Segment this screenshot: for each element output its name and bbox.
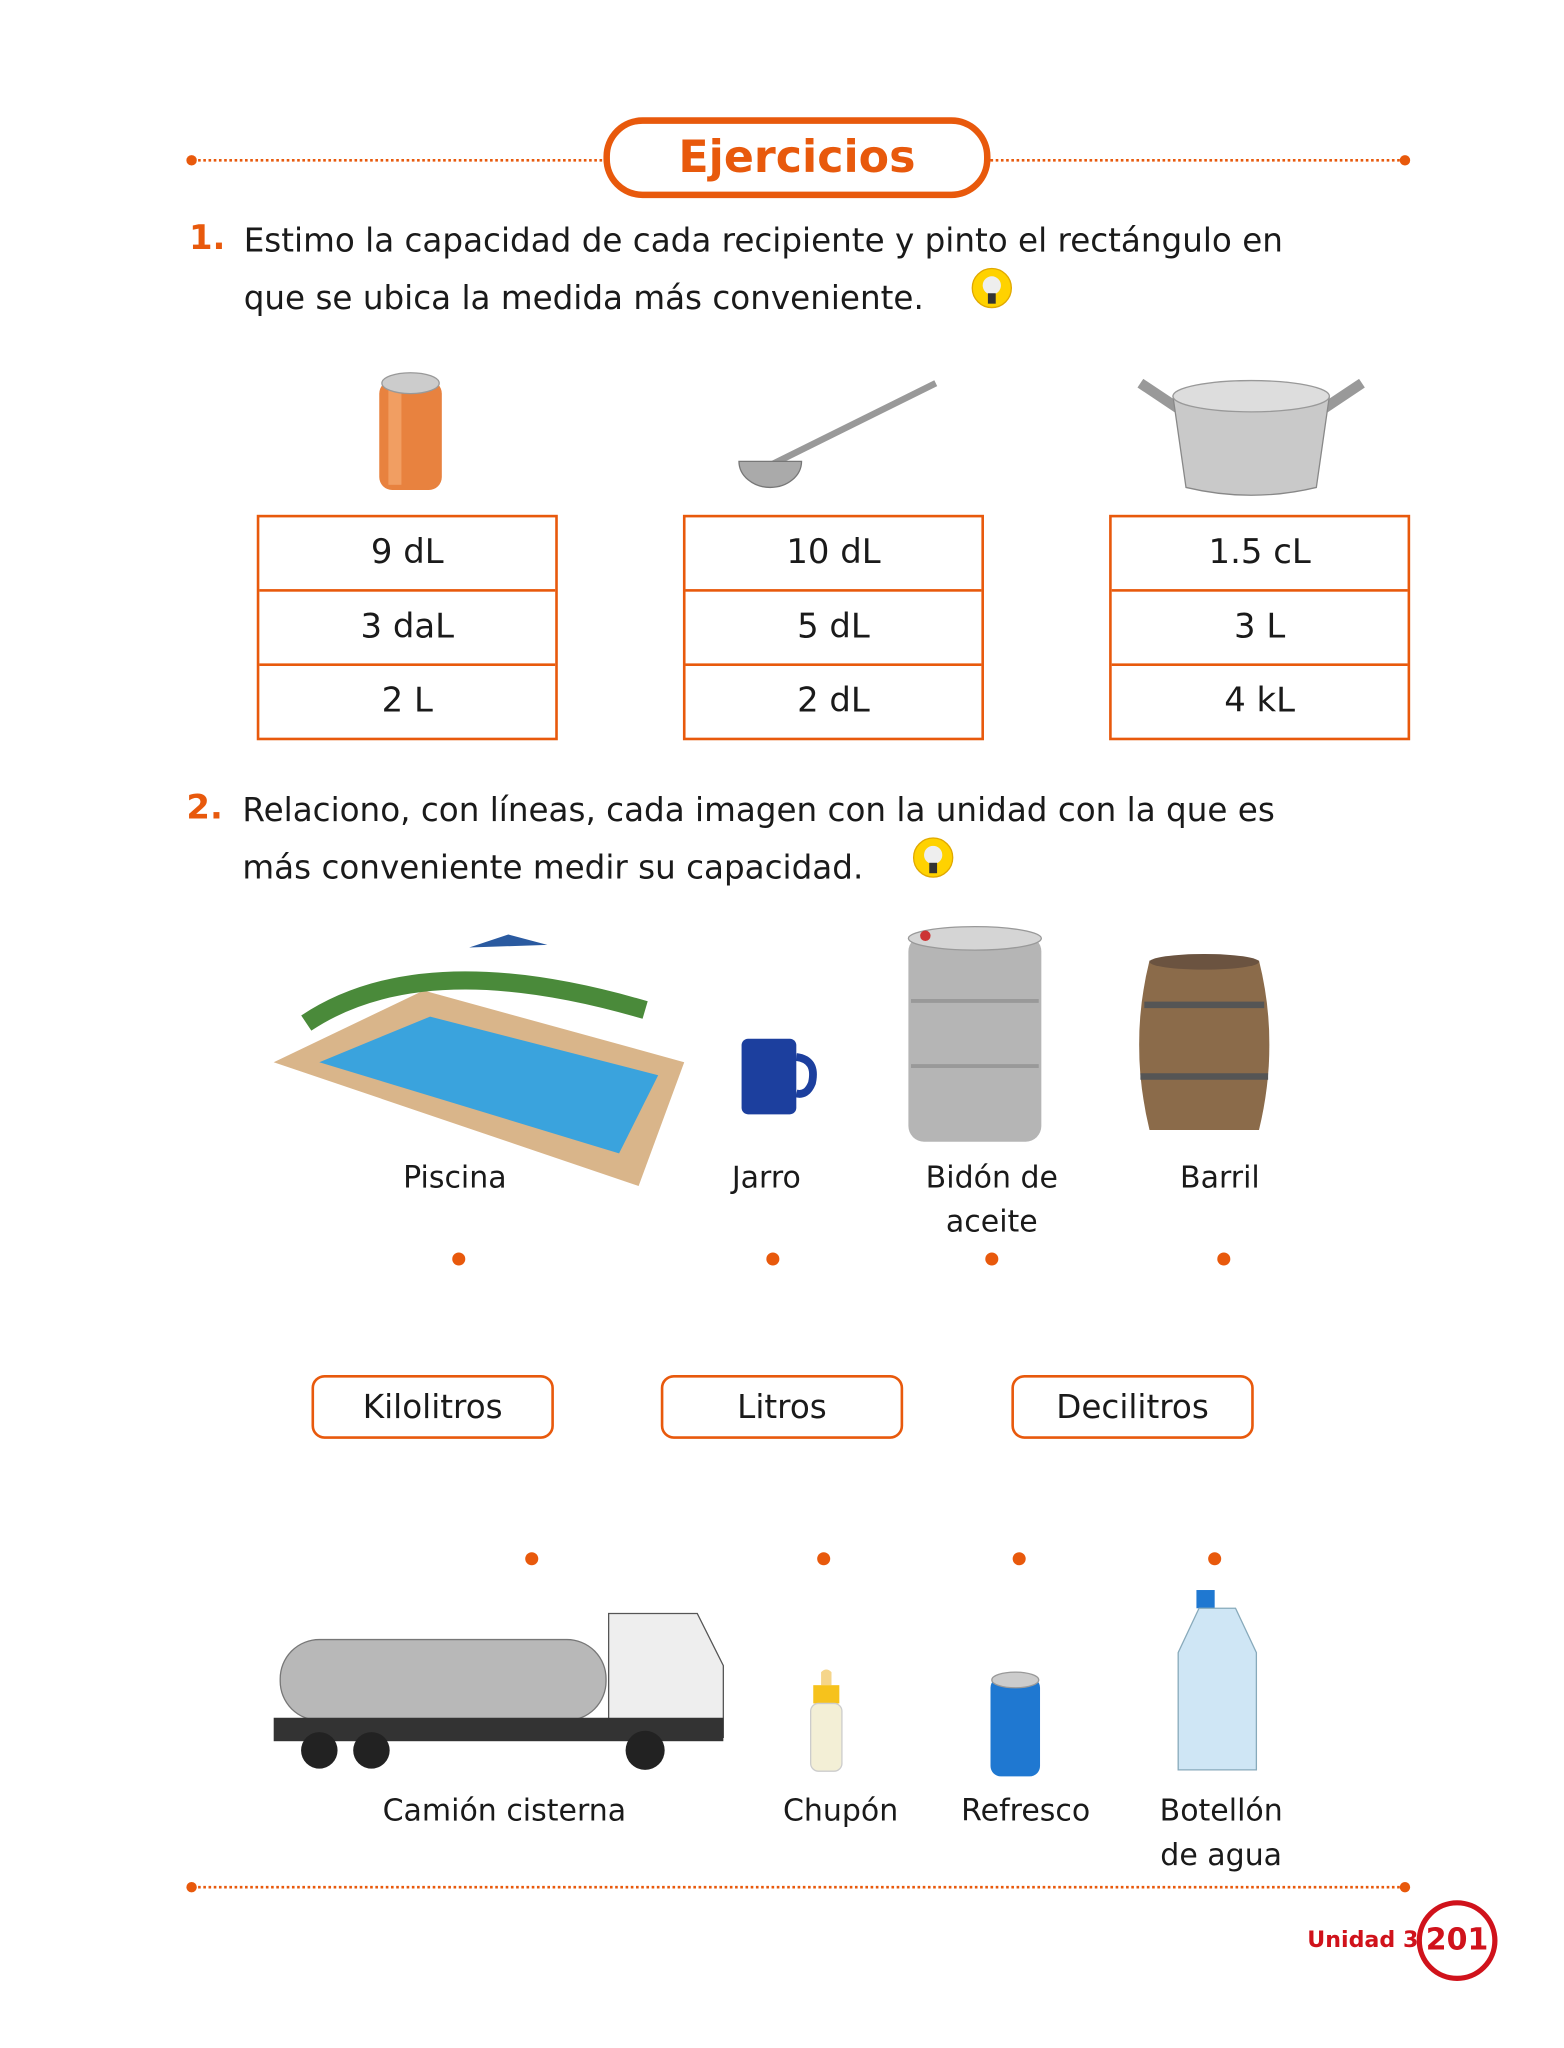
question-text bbox=[242, 782, 1274, 897]
item-label: Chupón bbox=[782, 1794, 899, 1829]
question-line: Relaciono, con líneas, cada imagen con la unidad con la que es bbox=[242, 791, 1275, 829]
item-label: Barril bbox=[1180, 1161, 1260, 1196]
item-label: Jarro bbox=[731, 1161, 801, 1196]
connector-dot[interactable] bbox=[1217, 1252, 1230, 1265]
option-cell[interactable]: 5 dL bbox=[686, 592, 982, 666]
tanker-truck-image bbox=[267, 1587, 734, 1782]
question-line: Estimo la capacidad de cada recipiente y pinto el rectángulo en bbox=[243, 221, 1283, 260]
connector-dot[interactable] bbox=[452, 1252, 465, 1265]
cooking-pot-image bbox=[1121, 357, 1382, 503]
measure-options-pot bbox=[1109, 515, 1410, 740]
connector-dot[interactable] bbox=[766, 1252, 779, 1265]
connector-dot[interactable] bbox=[525, 1552, 538, 1565]
unit-box-kilolitros[interactable]: Kilolitros bbox=[311, 1375, 553, 1439]
connector-dot[interactable] bbox=[1208, 1552, 1221, 1565]
page-number: 201 bbox=[1417, 1900, 1498, 1981]
oil-drum-image bbox=[904, 923, 1045, 1150]
connector-dot[interactable] bbox=[817, 1552, 830, 1565]
item-label bbox=[1160, 1789, 1283, 1878]
ladle-image bbox=[734, 375, 945, 499]
pool-image bbox=[267, 919, 691, 1193]
unit-label: Unidad 3 bbox=[1307, 1927, 1419, 1954]
item-label: Refresco bbox=[961, 1794, 1091, 1829]
item-label-line: aceite bbox=[945, 1205, 1038, 1240]
question-line: más conveniente medir su capacidad. bbox=[242, 848, 864, 887]
divider-dot bbox=[186, 1882, 196, 1892]
question-number: 2. bbox=[186, 788, 223, 828]
item-label-line: Botellón bbox=[1159, 1794, 1283, 1829]
water-jug-image bbox=[1173, 1587, 1262, 1776]
option-cell[interactable]: 3 L bbox=[1112, 592, 1408, 666]
soda-can-blue-image bbox=[988, 1670, 1043, 1779]
connector-dot[interactable] bbox=[985, 1252, 998, 1265]
option-cell[interactable]: 2 dL bbox=[797, 681, 870, 721]
divider-dot bbox=[1400, 155, 1410, 165]
connector-dot[interactable] bbox=[1013, 1552, 1026, 1565]
divider-dot bbox=[186, 155, 196, 165]
option-cell[interactable]: 1.5 cL bbox=[1112, 517, 1408, 591]
measure-options-can bbox=[257, 515, 558, 740]
question-text bbox=[244, 212, 1283, 327]
option-cell[interactable]: 2 L bbox=[381, 681, 433, 721]
question-line: que se ubica la medida más conveniente. bbox=[243, 278, 924, 317]
baby-bottle-image bbox=[805, 1670, 847, 1774]
option-cell[interactable]: 4 kL bbox=[1224, 681, 1296, 721]
option-cell[interactable]: 10 dL bbox=[686, 517, 982, 591]
item-label bbox=[926, 1156, 1058, 1245]
footer-divider bbox=[192, 1886, 1405, 1889]
question-number: 1. bbox=[188, 218, 226, 259]
soda-can-image bbox=[375, 370, 445, 495]
item-label: Piscina bbox=[403, 1161, 507, 1196]
measure-options-ladle bbox=[683, 515, 984, 740]
mug-image bbox=[736, 1034, 819, 1120]
unit-box-decilitros[interactable]: Decilitros bbox=[1011, 1375, 1253, 1439]
option-cell[interactable]: 9 dL bbox=[259, 517, 555, 591]
lightbulb-icon bbox=[971, 267, 1013, 311]
item-label: Camión cisterna bbox=[382, 1794, 627, 1829]
divider-dot bbox=[1400, 1882, 1410, 1892]
item-label-line: de agua bbox=[1160, 1838, 1283, 1873]
barrel-image bbox=[1139, 953, 1269, 1138]
unit-box-litros[interactable]: Litros bbox=[661, 1375, 903, 1439]
section-title: Ejercicios bbox=[603, 117, 990, 198]
lightbulb-icon bbox=[912, 837, 954, 881]
item-label-line: Bidón de bbox=[925, 1161, 1058, 1196]
option-cell[interactable]: 3 daL bbox=[259, 592, 555, 666]
